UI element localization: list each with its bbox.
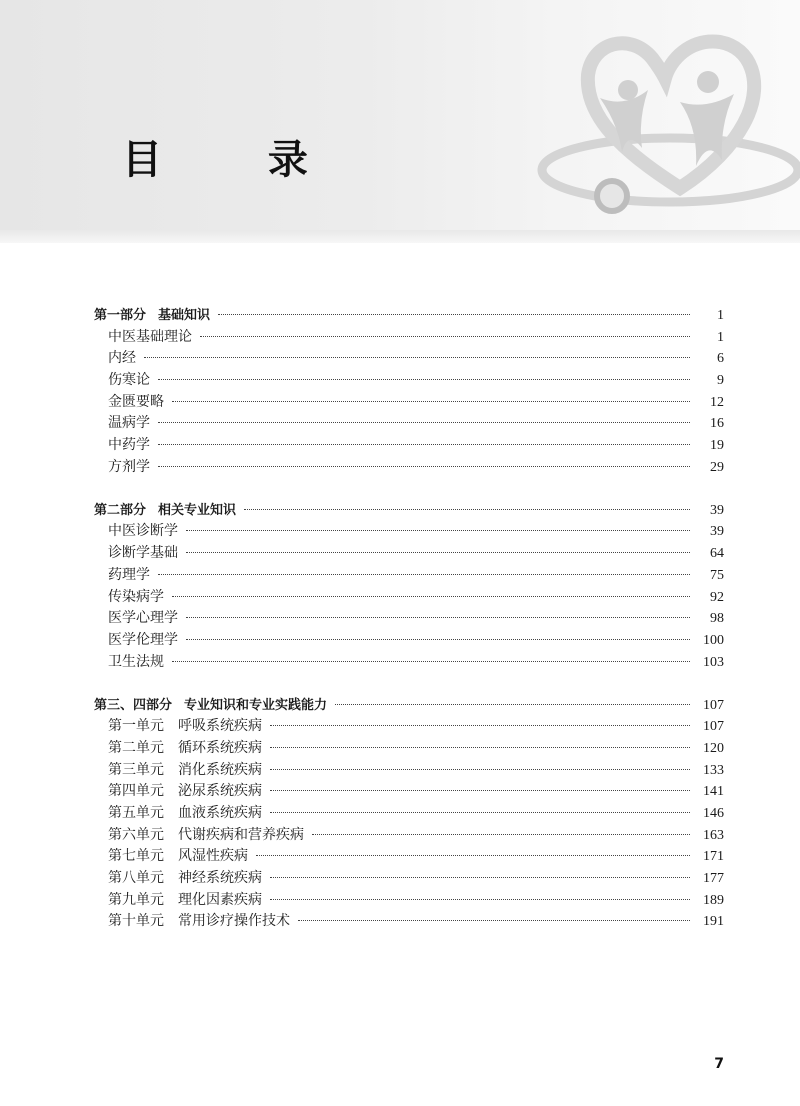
toc-entry[interactable] xyxy=(94,868,724,890)
toc-entry-title: 常用诊疗操作技术 xyxy=(178,913,290,930)
toc-entry-label xyxy=(108,716,270,738)
toc-section xyxy=(94,305,724,479)
toc-page-number: 12 xyxy=(710,394,724,410)
dot-leader xyxy=(158,466,690,467)
toc-page-number: 39 xyxy=(710,524,724,540)
dot-leader xyxy=(172,596,690,597)
toc-entry-title: 医学心理学 xyxy=(108,610,178,627)
toc-entry-label xyxy=(108,781,270,803)
toc-entry[interactable] xyxy=(94,370,724,392)
dot-leader xyxy=(270,769,690,770)
toc-entry-label xyxy=(108,911,298,933)
dot-leader xyxy=(312,834,690,835)
dot-leader xyxy=(186,639,690,640)
toc-entry-label xyxy=(108,890,270,912)
toc-section xyxy=(94,500,724,674)
toc-page-number: 103 xyxy=(703,654,724,670)
toc-entry[interactable] xyxy=(94,803,724,825)
page-title: 目 录 xyxy=(122,137,354,183)
toc-entry-label xyxy=(108,652,172,674)
toc-page-number: 75 xyxy=(710,567,724,583)
header-divider xyxy=(0,230,800,243)
dot-leader xyxy=(186,530,690,531)
toc-entry-title: 消化系统疾病 xyxy=(178,761,262,778)
dot-leader xyxy=(158,444,690,445)
toc-page-number: 146 xyxy=(703,806,724,822)
toc-unit-number: 第四单元 xyxy=(108,783,164,800)
toc-unit-number: 第八单元 xyxy=(108,870,164,887)
toc-entry[interactable] xyxy=(94,760,724,782)
toc-entry-label xyxy=(108,825,312,847)
toc-entry-title: 循环系统疾病 xyxy=(178,739,262,756)
toc-page-number: 189 xyxy=(703,892,724,908)
toc-entry[interactable] xyxy=(94,587,724,609)
table-of-contents xyxy=(94,305,724,954)
dot-leader xyxy=(270,747,690,748)
toc-page-number: 1 xyxy=(717,329,724,345)
dot-leader xyxy=(244,509,690,510)
dot-leader xyxy=(335,704,690,705)
toc-unit-number: 第二单元 xyxy=(108,739,164,756)
toc-page-number: 29 xyxy=(710,459,724,475)
toc-entry-title: 诊断学基础 xyxy=(108,545,178,562)
toc-part-number: 第二部分 xyxy=(94,502,147,518)
toc-entry-title: 伤寒论 xyxy=(108,372,150,389)
toc-entry[interactable] xyxy=(94,521,724,543)
toc-page-number: 39 xyxy=(710,502,724,518)
toc-entry-label xyxy=(108,846,256,868)
toc-entry-label xyxy=(108,760,270,782)
toc-entry-label xyxy=(108,457,158,479)
page-number: 7 xyxy=(714,1056,724,1072)
toc-entry[interactable] xyxy=(94,716,724,738)
dot-leader xyxy=(158,379,690,380)
toc-unit-number: 第一单元 xyxy=(108,718,164,735)
toc-page-number: 1 xyxy=(717,308,724,323)
toc-entry-title: 卫生法规 xyxy=(108,653,164,670)
toc-entry-title: 方剂学 xyxy=(108,458,150,475)
toc-entry-label xyxy=(108,738,270,760)
toc-entry-label xyxy=(108,521,186,543)
toc-entry-title: 药理学 xyxy=(108,566,150,583)
toc-unit-number: 第七单元 xyxy=(108,848,164,865)
toc-entry[interactable] xyxy=(94,327,724,349)
toc-entry-title: 理化因素疾病 xyxy=(178,891,262,908)
toc-entry-title: 血液系统疾病 xyxy=(178,805,262,822)
toc-page-number: 9 xyxy=(717,373,724,389)
toc-entry-title: 内经 xyxy=(108,350,136,367)
dot-leader xyxy=(144,357,690,358)
toc-page-number: 19 xyxy=(710,438,724,454)
dot-leader xyxy=(172,401,690,402)
dot-leader xyxy=(256,855,690,856)
header-banner xyxy=(0,0,800,243)
dot-leader xyxy=(270,877,690,878)
toc-entry-label xyxy=(108,392,172,414)
toc-unit-number: 第五单元 xyxy=(108,805,164,822)
stethoscope-heart-icon xyxy=(530,20,800,220)
toc-entry-label xyxy=(108,327,200,349)
toc-page-number: 98 xyxy=(710,611,724,627)
toc-page-number: 16 xyxy=(710,416,724,432)
toc-entry[interactable] xyxy=(94,608,724,630)
toc-entry-title: 呼吸系统疾病 xyxy=(178,718,262,735)
toc-entry-label xyxy=(108,630,186,652)
toc-page-number: 133 xyxy=(703,762,724,778)
dot-leader xyxy=(270,790,690,791)
toc-page-number: 64 xyxy=(710,546,724,562)
toc-entry-title: 代谢疾病和营养疾病 xyxy=(178,826,304,843)
toc-part-number: 第一部分 xyxy=(94,308,147,323)
toc-entry-title: 传染病学 xyxy=(108,588,164,605)
toc-page-number: 177 xyxy=(703,871,724,887)
toc-entry-label xyxy=(108,413,158,435)
toc-entry-title: 神经系统疾病 xyxy=(178,870,262,887)
toc-entry[interactable] xyxy=(94,846,724,868)
toc-part-title: 基础知识 xyxy=(158,308,211,323)
toc-unit-number: 第三单元 xyxy=(108,761,164,778)
toc-entry-title: 医学伦理学 xyxy=(108,631,178,648)
toc-part-number: 第三、四部分 xyxy=(94,697,173,713)
toc-page-number: 92 xyxy=(710,589,724,605)
toc-entry-label xyxy=(108,587,172,609)
toc-page-number: 163 xyxy=(703,827,724,843)
toc-page-number: 171 xyxy=(703,849,724,865)
dot-leader xyxy=(270,812,690,813)
toc-entry-label xyxy=(108,348,144,370)
toc-entry[interactable] xyxy=(94,781,724,803)
toc-entry-label xyxy=(108,608,186,630)
toc-unit-number: 第十单元 xyxy=(108,913,164,930)
toc-entry[interactable] xyxy=(94,890,724,912)
toc-part-title: 相关专业知识 xyxy=(158,502,237,518)
toc-part-heading[interactable] xyxy=(94,500,724,522)
dot-leader xyxy=(172,661,690,662)
toc-entry[interactable] xyxy=(94,457,724,479)
toc-entry[interactable] xyxy=(94,413,724,435)
toc-entry[interactable] xyxy=(94,825,724,847)
toc-unit-number: 第九单元 xyxy=(108,891,164,908)
toc-part-title: 专业知识和专业实践能力 xyxy=(184,697,328,713)
dot-leader xyxy=(218,314,690,315)
toc-entry[interactable] xyxy=(94,392,724,414)
toc-entry-title: 温病学 xyxy=(108,415,150,432)
dot-leader xyxy=(200,336,690,337)
toc-entry-label xyxy=(108,565,158,587)
toc-section xyxy=(94,695,724,934)
toc-entry-label xyxy=(108,435,158,457)
toc-part-label xyxy=(94,305,218,327)
toc-entry[interactable] xyxy=(94,911,724,933)
toc-part-heading[interactable] xyxy=(94,695,724,717)
toc-entry[interactable] xyxy=(94,652,724,674)
toc-page-number: 120 xyxy=(703,740,724,756)
toc-entry-title: 金匮要略 xyxy=(108,393,164,410)
toc-page-number: 100 xyxy=(703,632,724,648)
toc-page-number: 141 xyxy=(703,784,724,800)
toc-entry-title: 中医基础理论 xyxy=(108,328,192,345)
toc-entry[interactable] xyxy=(94,738,724,760)
dot-leader xyxy=(186,552,690,553)
dot-leader xyxy=(270,725,690,726)
dot-leader xyxy=(186,617,690,618)
toc-page-number: 107 xyxy=(703,697,724,713)
toc-entry-title: 泌尿系统疾病 xyxy=(178,783,262,800)
toc-entry-label xyxy=(108,543,186,565)
toc-unit-number: 第六单元 xyxy=(108,826,164,843)
toc-part-label xyxy=(94,500,244,522)
toc-entry[interactable] xyxy=(94,543,724,565)
dot-leader xyxy=(158,574,690,575)
toc-part-heading[interactable] xyxy=(94,305,724,327)
toc-entry[interactable] xyxy=(94,435,724,457)
dot-leader xyxy=(298,920,690,921)
toc-entry[interactable] xyxy=(94,348,724,370)
toc-page-number: 6 xyxy=(717,351,724,367)
dot-leader xyxy=(270,899,690,900)
toc-page-number: 191 xyxy=(703,914,724,930)
toc-entry-label xyxy=(108,803,270,825)
toc-entry-label xyxy=(108,868,270,890)
toc-page-number: 107 xyxy=(703,719,724,735)
toc-entry[interactable] xyxy=(94,565,724,587)
toc-entry-title: 中医诊断学 xyxy=(108,523,178,540)
toc-entry-title: 中药学 xyxy=(108,437,150,454)
toc-part-label xyxy=(94,695,335,717)
dot-leader xyxy=(158,422,690,423)
toc-entry-title: 风湿性疾病 xyxy=(178,848,248,865)
toc-entry-label xyxy=(108,370,158,392)
toc-entry[interactable] xyxy=(94,630,724,652)
